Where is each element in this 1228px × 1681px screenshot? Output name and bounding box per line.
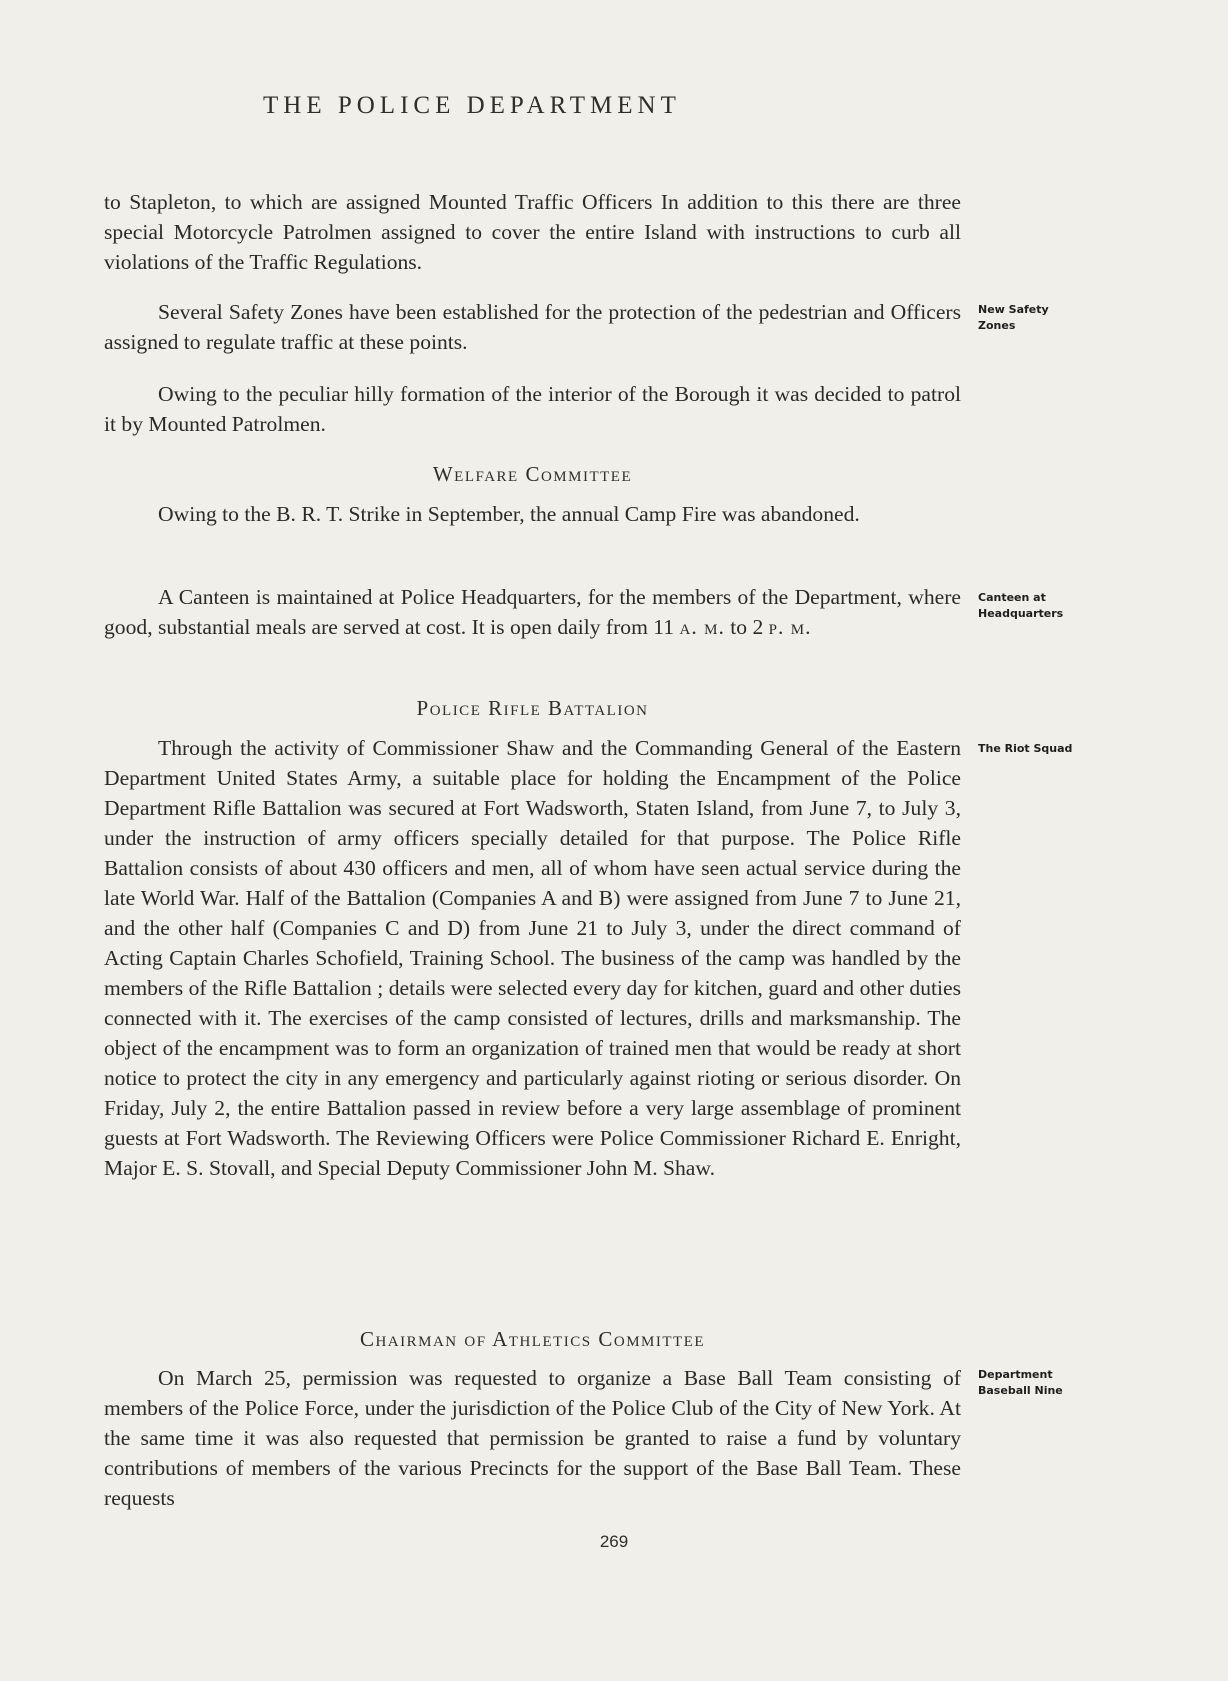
margin-note-canteen-line2: Headquarters (978, 607, 1064, 620)
page-number: 269 (599, 1532, 629, 1551)
margin-note-canteen (978, 590, 1113, 622)
paragraph-safety-zones: Several Safety Zones have been established for the protection of the pedestrian and Officers assigned to regulate traffic at these points. (104, 300, 961, 354)
paragraph-base-ball-team: On March 25, permission was requested to organize a Base Ball Team consisting of members of the Police Force, under the jurisdiction of the Police Club of the City of New York. At the same time it was also requested that permission be granted to raise a fund by voluntary contributions of members of the various Precincts for the support of the Base Ball Team. These requests (104, 1366, 961, 1510)
margin-note-baseball-line1: Department (978, 1368, 1053, 1381)
paragraph-rifle-battalion: Through the activity of Commissioner Shaw and the Commanding General of the Eastern Department United States Army, a suitable place for holding the Encampment of the Police Department Rifle Battalion was secured at Fort Wadsworth, Staten Island, from June 7, to July 3, under the instruction of army officers specially detailed for that purpose. The Police Rifle Battalion consists of about 430 officers and men, all of whom have seen actual service during the late World War. Half of the Battalion (Companies A and B) were assigned from June 7 to June 21, and the other half (Companies C and D) from June 21 to July 3, under the direct command of Acting Captain Charles Schofield, Training School. The business of the camp was handled by the members of the Rifle Battalion ; details were selected every day for kitchen, guard and other duties connected with it. The exercises of the camp consisted of lectures, drills and marksmanship. The object of the encampment was to form an organization of trained men that would be ready at short notice to protect the city in any emergency and particularly against rioting or serious disorder. On Friday, July 2, the entire Battalion passed in review before a very large assemblage of prominent guests at Fort Wadsworth. The Reviewing Officers were Police Commissioner Richard E. Enright, Major E. S. Stovall, and Special Deputy Commissioner John M. Shaw. (104, 736, 961, 1180)
canteen-text-mid: to 2 (724, 615, 769, 639)
margin-note-baseball-line2: Baseball Nine (978, 1384, 1063, 1397)
margin-note-safety-line1: New Safety (978, 303, 1049, 316)
margin-note-riot-squad: The Riot Squad (978, 742, 1073, 755)
heading-athletics-committee: Chairman of Athletics Committee (359, 1327, 706, 1351)
paragraph-camp-fire: Owing to the B. R. T. Strike in September, the annual Camp Fire was abandoned. (158, 502, 860, 526)
margin-note-baseball (978, 1367, 1113, 1399)
paragraph-canteen (104, 582, 961, 642)
heading-police-rifle-battalion: Police Rifle Battalion (416, 696, 649, 720)
paragraph-hilly-formation: Owing to the peculiar hilly formation of the interior of the Borough it was decided to patrol it by Mounted Patrolmen. (104, 382, 961, 436)
margin-note-safety-zones (978, 302, 1113, 334)
heading-welfare-committee: Welfare Committee (432, 462, 633, 486)
running-head: THE POLICE DEPARTMENT (263, 92, 681, 119)
margin-note-safety-line2: Zones (978, 319, 1016, 332)
canteen-text-start: A Canteen is maintained at Police Headquarters, for the members of the Department, where good, substantial meals are served at cost. It is open daily from 11 (104, 585, 961, 639)
paragraph-traffic-officers: to Stapleton, to which are assigned Mounted Traffic Officers In addition to this there are three special Motorcycle Patrolmen assigned to cover the entire Island with instructions to curb all violations of the Traffic Regulations. (104, 190, 961, 274)
canteen-text-pm: p. m. (768, 615, 812, 639)
margin-note-canteen-line1: Canteen at (978, 591, 1046, 604)
canteen-text-am: a. m. (679, 615, 725, 639)
